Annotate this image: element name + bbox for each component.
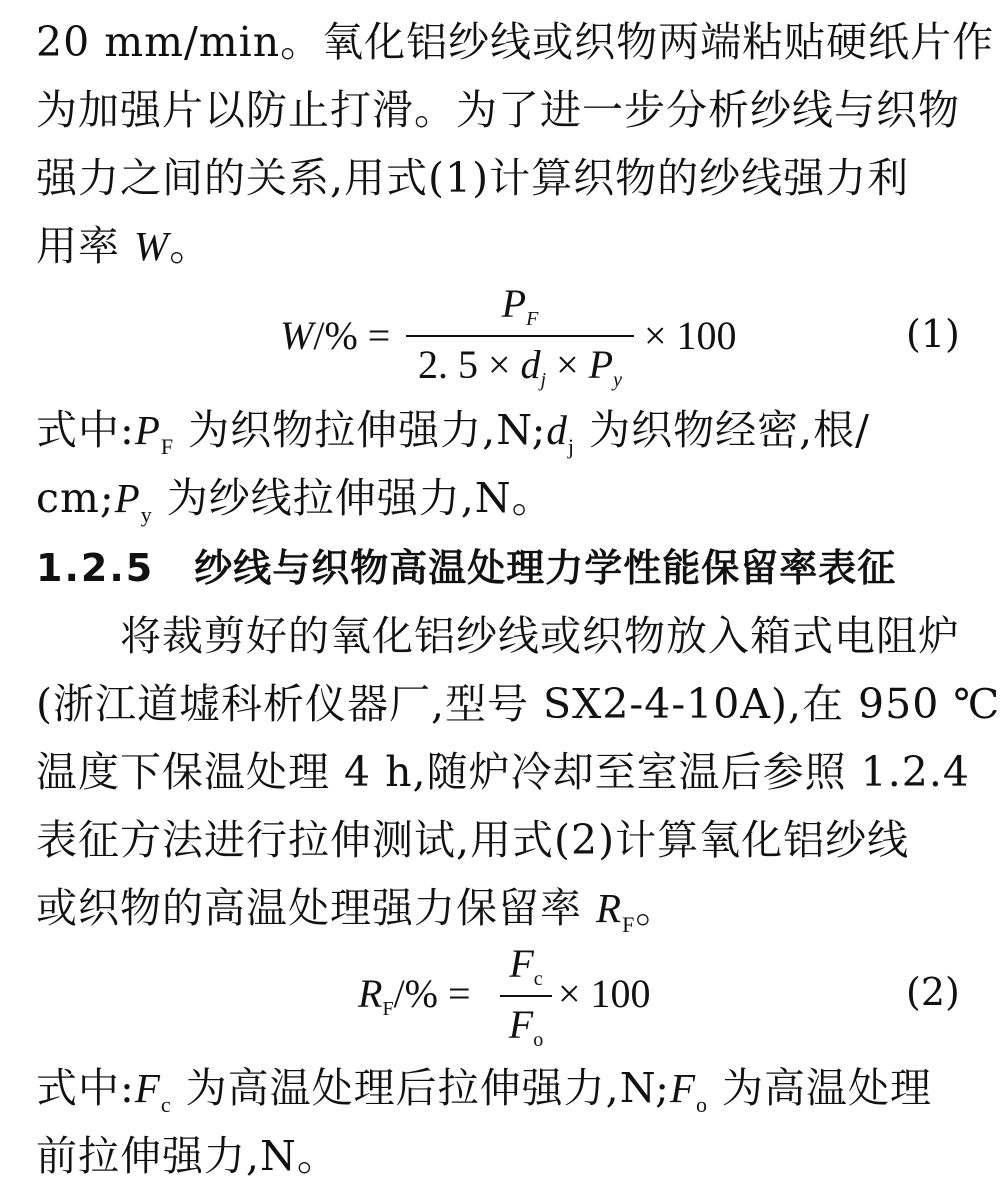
equation-2 bbox=[0, 940, 1000, 1050]
subscript: j bbox=[567, 434, 576, 459]
subscript: o bbox=[695, 1092, 708, 1117]
text: 。 bbox=[635, 884, 678, 932]
fraction-bar bbox=[406, 335, 634, 337]
section-number: 1.2.5 bbox=[36, 546, 155, 590]
subscript: F bbox=[526, 308, 539, 330]
paragraph1-line2 bbox=[36, 82, 960, 138]
variable-f: F bbox=[508, 1002, 534, 1047]
text: 2. 5 × bbox=[417, 342, 521, 387]
paragraph2-line2 bbox=[36, 676, 1000, 732]
subscript: y bbox=[140, 502, 153, 527]
variable-w: W bbox=[280, 313, 314, 358]
text: 表征方法进行拉伸测试,用式(2)计算氧化铝纱线 bbox=[36, 816, 910, 864]
text: 将裁剪好的氧化铝纱线或织物放入箱式电阻炉 bbox=[120, 612, 960, 660]
subscript: y bbox=[613, 369, 622, 391]
text: cm; bbox=[36, 474, 115, 522]
where2-line1 bbox=[36, 1060, 932, 1133]
text: 为高温处理 bbox=[707, 1064, 933, 1112]
text: 为织物拉伸强力,N; bbox=[174, 406, 547, 454]
variable-p: P bbox=[588, 342, 614, 387]
equation1-lhs bbox=[280, 312, 390, 359]
variable-r: R bbox=[358, 971, 383, 1016]
section-heading bbox=[36, 540, 896, 596]
text: 为织物经密,根/ bbox=[575, 406, 870, 454]
where1-line2 bbox=[36, 470, 554, 543]
variable-f: F bbox=[509, 941, 534, 986]
text: × bbox=[546, 342, 589, 387]
equation2-rhs: × 100 bbox=[558, 971, 651, 1016]
text: 式中: bbox=[36, 406, 135, 454]
equation2-lhs bbox=[358, 970, 471, 1021]
text: 或织物的高温处理强力保留率 bbox=[36, 884, 597, 932]
equation1-denominator bbox=[406, 341, 634, 392]
paragraph2-line4 bbox=[36, 812, 909, 868]
text: 。 bbox=[169, 222, 212, 270]
equation2-fraction bbox=[500, 940, 552, 1052]
subscript: j bbox=[540, 369, 547, 391]
subscript: F bbox=[382, 998, 394, 1020]
text: 为纱线拉伸强力,N。 bbox=[152, 474, 554, 522]
subscript: c bbox=[160, 1092, 172, 1117]
equation2-numerator bbox=[500, 940, 552, 991]
equation1-numerator bbox=[406, 280, 634, 331]
subscript: F bbox=[160, 434, 175, 459]
variable-p: P bbox=[501, 281, 527, 326]
section-title: 纱线与织物高温处理力学性能保留率表征 bbox=[194, 546, 897, 590]
subscript: c bbox=[533, 968, 543, 990]
subscript: F bbox=[622, 912, 636, 937]
variable-f: F bbox=[134, 1065, 161, 1111]
paragraph2-line3 bbox=[36, 744, 970, 800]
fraction-bar bbox=[500, 995, 552, 997]
text: 为加强片以防止打滑。为了进一步分析纱线与织物 bbox=[36, 86, 960, 134]
equation2-denominator bbox=[500, 1001, 552, 1052]
where1-line1 bbox=[36, 402, 870, 475]
equation-1 bbox=[0, 280, 1000, 390]
text: 用率 bbox=[36, 222, 135, 270]
text: 20 mm/min。氧化铝纱线或织物两端粘贴硬纸片作 bbox=[36, 18, 995, 66]
text: /% = bbox=[393, 971, 471, 1016]
text: 强力之间的关系,用式(1)计算织物的纱线强力利 bbox=[36, 154, 910, 202]
variable-p: P bbox=[134, 407, 161, 453]
where2-line2 bbox=[36, 1128, 339, 1184]
text: (浙江道墟科析仪器厂,型号 SX2-4-10A),在 950 ℃ bbox=[36, 680, 1000, 728]
equation1-fraction bbox=[406, 280, 634, 392]
variable-d: d bbox=[520, 342, 541, 387]
variable-r: R bbox=[596, 885, 623, 931]
variable-w: W bbox=[134, 223, 170, 269]
paragraph1-line4 bbox=[36, 218, 211, 274]
text: 前拉伸强力,N。 bbox=[36, 1132, 339, 1180]
paragraph1-line1 bbox=[36, 14, 994, 70]
text: 温度下保温处理 4 h,随炉冷却至室温后参照 1.2.4 bbox=[36, 748, 970, 796]
subscript: o bbox=[533, 1029, 544, 1051]
equation2-number: (2) bbox=[906, 970, 960, 1014]
equation1-number: (1) bbox=[906, 312, 960, 356]
text: /% = bbox=[313, 313, 391, 358]
variable-d: d bbox=[546, 407, 568, 453]
paragraph2-line1 bbox=[120, 608, 960, 664]
text: 式中: bbox=[36, 1064, 135, 1112]
variable-p: P bbox=[114, 475, 141, 521]
equation1-rhs: × 100 bbox=[644, 313, 737, 358]
variable-f: F bbox=[669, 1065, 696, 1111]
text: 为高温处理后拉伸强力,N; bbox=[171, 1064, 670, 1112]
paragraph1-line3 bbox=[36, 150, 909, 206]
